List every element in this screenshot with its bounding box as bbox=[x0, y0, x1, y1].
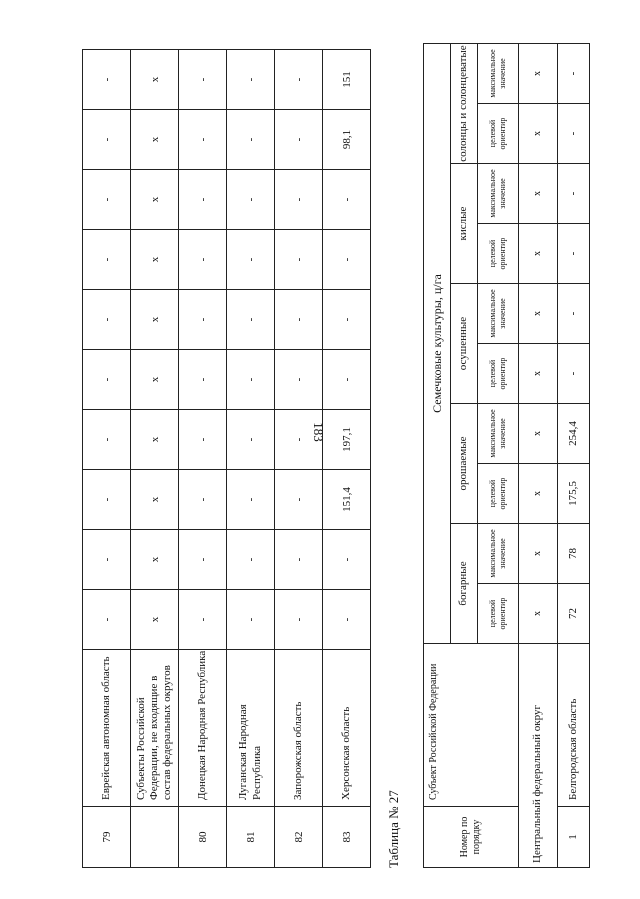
header-max: максимальное значение bbox=[478, 43, 519, 103]
row-value: - bbox=[275, 49, 323, 109]
row-value: - bbox=[558, 43, 590, 103]
row-value: - bbox=[83, 229, 131, 289]
table-row bbox=[275, 49, 323, 867]
row-value: - bbox=[83, 109, 131, 169]
row-number: 81 bbox=[227, 806, 275, 867]
row-value: 197,1 bbox=[323, 409, 371, 469]
okrug-value: x bbox=[519, 103, 558, 163]
row-number: 83 bbox=[323, 806, 371, 867]
row-value: x bbox=[131, 109, 179, 169]
table-row bbox=[323, 49, 371, 867]
row-value: - bbox=[83, 289, 131, 349]
table-row bbox=[227, 49, 275, 867]
row-value: - bbox=[179, 229, 227, 289]
row-value: - bbox=[227, 469, 275, 529]
row-value: - bbox=[558, 163, 590, 223]
okrug-value: x bbox=[519, 523, 558, 583]
okrug-value: x bbox=[519, 463, 558, 523]
row-value: - bbox=[558, 343, 590, 403]
row-value: - bbox=[83, 169, 131, 229]
header-target: целевой ориентир bbox=[478, 583, 519, 643]
header-max: максимальное значение bbox=[478, 403, 519, 463]
row-number: 79 bbox=[83, 806, 131, 867]
row-value: x bbox=[131, 589, 179, 649]
row-number: 82 bbox=[275, 806, 323, 867]
row-value: - bbox=[275, 169, 323, 229]
row-value: 175,5 bbox=[558, 463, 590, 523]
row-value: - bbox=[227, 109, 275, 169]
row-value: - bbox=[227, 589, 275, 649]
row-value: - bbox=[275, 469, 323, 529]
header-group: осушенные bbox=[451, 283, 478, 403]
row-value: - bbox=[227, 169, 275, 229]
row-value: - bbox=[227, 49, 275, 109]
row-value: - bbox=[323, 289, 371, 349]
row-number bbox=[131, 806, 179, 867]
row-value: - bbox=[275, 409, 323, 469]
page-number: 183 bbox=[311, 422, 326, 442]
okrug-value: x bbox=[519, 163, 558, 223]
okrug-value: x bbox=[519, 343, 558, 403]
row-number: 1 bbox=[558, 806, 590, 867]
row-value: - bbox=[558, 283, 590, 343]
row-value: - bbox=[323, 169, 371, 229]
row-value: x bbox=[131, 229, 179, 289]
header-group: орошаемые bbox=[451, 403, 478, 523]
seed-crops-yield-table bbox=[423, 43, 590, 868]
row-value: x bbox=[131, 349, 179, 409]
row-value: - bbox=[179, 49, 227, 109]
row-value: - bbox=[83, 589, 131, 649]
okrug-label: Центральный федеральный округ bbox=[519, 643, 558, 867]
header-group: богарные bbox=[451, 523, 478, 643]
okrug-value: x bbox=[519, 43, 558, 103]
row-value: x bbox=[131, 289, 179, 349]
row-value: - bbox=[83, 469, 131, 529]
row-value: - bbox=[275, 229, 323, 289]
okrug-value: x bbox=[519, 403, 558, 463]
okrug-value: x bbox=[519, 223, 558, 283]
header-max: максимальное значение bbox=[478, 283, 519, 343]
header-number: Номер по порядку bbox=[424, 806, 519, 867]
row-value: - bbox=[275, 289, 323, 349]
row-value: x bbox=[131, 409, 179, 469]
row-value: - bbox=[179, 529, 227, 589]
header-target: целевой ориентир bbox=[478, 223, 519, 283]
row-subject: Субъекты Российской Федерации, не входящие в состав федеральных округов bbox=[131, 649, 179, 806]
row-number: 80 bbox=[179, 806, 227, 867]
row-value: - bbox=[323, 529, 371, 589]
header-target: целевой ориентир bbox=[478, 343, 519, 403]
row-value: - bbox=[227, 409, 275, 469]
row-subject: Белгородская область bbox=[558, 643, 590, 806]
row-value: - bbox=[83, 49, 131, 109]
row-subject: Запорожская область bbox=[275, 649, 323, 806]
header-target: целевой ориентир bbox=[478, 103, 519, 163]
row-value: - bbox=[323, 229, 371, 289]
row-value: - bbox=[227, 349, 275, 409]
row-value: - bbox=[227, 229, 275, 289]
header-target: целевой ориентир bbox=[478, 463, 519, 523]
header-group: солонцы и солонцеватые bbox=[451, 43, 478, 163]
row-value: x bbox=[131, 469, 179, 529]
row-value: - bbox=[227, 289, 275, 349]
table-caption: Таблица № 27 bbox=[386, 789, 401, 868]
row-value: 72 bbox=[558, 583, 590, 643]
row-value: - bbox=[83, 529, 131, 589]
row-value: - bbox=[179, 289, 227, 349]
header-subject: Субъект Российской Федерации bbox=[424, 643, 519, 806]
header-crop: Семечковые культуры, ц/га bbox=[424, 43, 451, 643]
rotated-page-content bbox=[30, 10, 610, 890]
table-row bbox=[131, 49, 179, 867]
table-row bbox=[558, 43, 590, 867]
row-value: - bbox=[227, 529, 275, 589]
table-row bbox=[179, 49, 227, 867]
row-value: - bbox=[179, 409, 227, 469]
header-group: кислые bbox=[451, 163, 478, 283]
row-value: - bbox=[275, 529, 323, 589]
row-value: - bbox=[83, 349, 131, 409]
row-value: - bbox=[558, 223, 590, 283]
row-subject: Луганская Народная Республика bbox=[227, 649, 275, 806]
row-value: - bbox=[275, 589, 323, 649]
row-value: - bbox=[179, 169, 227, 229]
row-value: x bbox=[131, 169, 179, 229]
row-value: 98,1 bbox=[323, 109, 371, 169]
regions-table-continued bbox=[82, 49, 371, 868]
header-max: максимальное значение bbox=[478, 523, 519, 583]
row-value: 254,4 bbox=[558, 403, 590, 463]
row-value: - bbox=[179, 109, 227, 169]
row-value: 151,4 bbox=[323, 469, 371, 529]
row-value: x bbox=[131, 529, 179, 589]
row-value: 78 bbox=[558, 523, 590, 583]
row-value: x bbox=[131, 49, 179, 109]
row-value: - bbox=[179, 349, 227, 409]
row-subject: Донецкая Народная Республика bbox=[179, 649, 227, 806]
row-value: - bbox=[275, 109, 323, 169]
okrug-row bbox=[519, 43, 558, 867]
okrug-value: x bbox=[519, 283, 558, 343]
row-value: - bbox=[323, 589, 371, 649]
okrug-value: x bbox=[519, 583, 558, 643]
row-subject: Херсонская область bbox=[323, 649, 371, 806]
row-value: - bbox=[179, 469, 227, 529]
row-value: - bbox=[83, 409, 131, 469]
row-value: 151 bbox=[323, 49, 371, 109]
row-value: - bbox=[558, 103, 590, 163]
table-row bbox=[83, 49, 131, 867]
row-value: - bbox=[275, 349, 323, 409]
row-value: - bbox=[323, 349, 371, 409]
row-value: - bbox=[179, 589, 227, 649]
header-max: максимальное значение bbox=[478, 163, 519, 223]
row-subject: Еврейская автономная область bbox=[83, 649, 131, 806]
